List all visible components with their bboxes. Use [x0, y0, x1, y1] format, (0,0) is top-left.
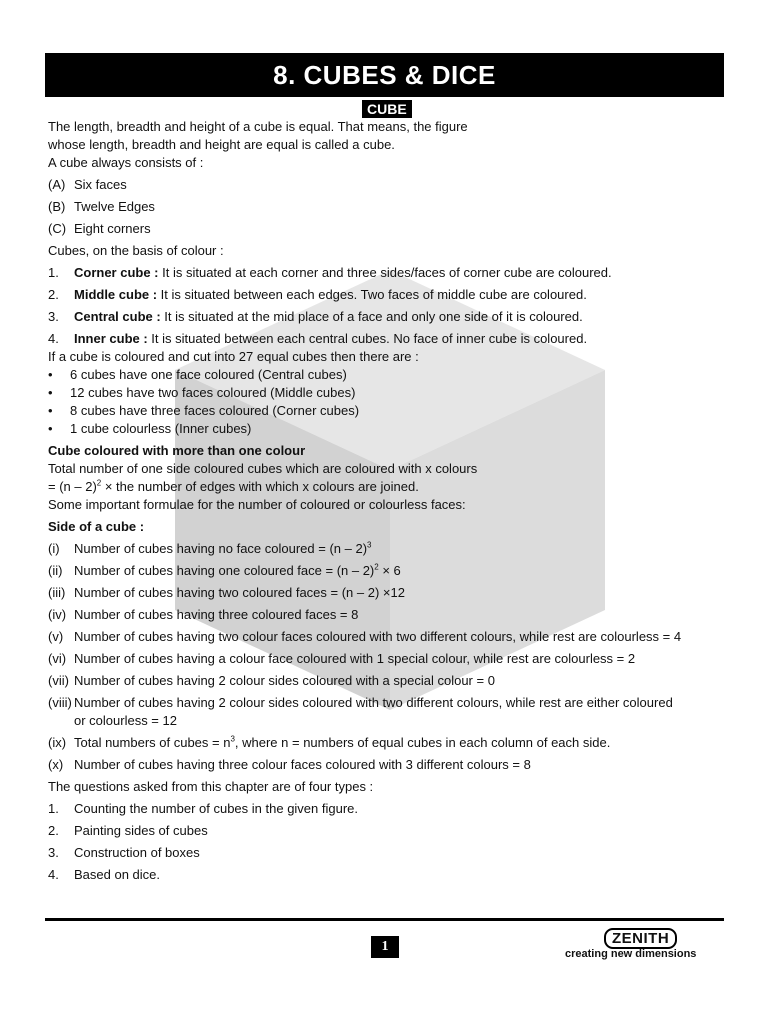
type-number: 1. — [48, 265, 59, 280]
formula-number: (viii) — [48, 695, 72, 710]
type-text: It is situated at the mid place of a face and only one side of it is coloured. — [160, 309, 583, 324]
intro-line-2: whose length, breadth and height are equal is called a cube. — [48, 137, 395, 152]
formula-item: (v) Number of cubes having two colour faces coloured with two different colours, while rest are colourless = 4 — [48, 629, 682, 644]
multi-colour-heading: Cube coloured with more than one colour — [48, 443, 306, 458]
formula-item: (vii) Number of cubes having 2 colour sides coloured with a special colour = 0 — [48, 673, 495, 688]
formulae-intro: Some important formulae for the number of coloured or colourless faces: — [48, 497, 466, 512]
cube-type-item — [48, 308, 738, 326]
bullet-item — [48, 420, 738, 438]
bullet-text: 1 cube colourless (Inner cubes) — [70, 421, 252, 436]
formula-item: (vi) Number of cubes having a colour face coloured with 1 special colour, while rest are colourless = 2 — [48, 651, 636, 666]
formula-item: (iii) Number of cubes having two coloured faces = (n – 2) ×12 — [48, 585, 405, 600]
formula-number: (v) — [48, 629, 64, 644]
cut-27-line: If a cube is coloured and cut into 27 equal cubes then there are : — [48, 349, 419, 364]
question-type-item: 3. Construction of boxes — [48, 845, 200, 860]
page-number: 1 — [371, 936, 399, 958]
bullet-text: 8 cubes have three faces coloured (Corner cubes) — [70, 403, 360, 418]
formula-number: (iv) — [48, 607, 67, 622]
intro-line-3: A cube always consists of : — [48, 155, 204, 170]
list-label: (A) — [48, 177, 66, 192]
type-term: Central cube : — [74, 309, 161, 324]
cube-type-item — [48, 264, 738, 282]
bullet-item — [48, 384, 738, 402]
side-heading: Side of a cube : — [48, 519, 145, 534]
formula-number: (ii) — [48, 563, 63, 578]
bullet-icon: • — [48, 421, 53, 436]
formula-number: (iii) — [48, 585, 66, 600]
bullet-item — [48, 402, 738, 420]
bullet-text: 12 cubes have two faces coloured (Middle cubes) — [70, 385, 356, 400]
list-label: (B) — [48, 199, 66, 214]
list-text: Six faces — [74, 177, 127, 192]
list-label: (C) — [48, 221, 67, 236]
cube-type-item — [48, 286, 738, 304]
type-term: Corner cube : — [74, 265, 159, 280]
bullet-icon: • — [48, 403, 53, 418]
list-item — [48, 198, 738, 216]
formula-item: (ix) Total numbers of cubes = $n^3$, where n = numbers of equal cubes in each column of each side. — [48, 734, 611, 750]
formula-item: (viii) Number of cubes having 2 colour sides coloured with two different colours, while rest are either coloured or colourless = 12 — [48, 695, 673, 728]
type-number: 4. — [48, 331, 59, 346]
type-term: Middle cube : — [74, 287, 158, 302]
question-type-item: 1. Counting the number of cubes in the given figure. — [48, 801, 359, 816]
type-number: 2. — [48, 287, 59, 302]
multi-colour-line-1: Total number of one side coloured cubes which are coloured with x colours — [48, 461, 478, 476]
formula-number: (vi) — [48, 651, 67, 666]
bullet-icon: • — [48, 385, 53, 400]
formula-number: (i) — [48, 541, 60, 556]
type-term: Inner cube : — [74, 331, 148, 346]
brand-logo: ZENITH — [604, 928, 677, 949]
formula-number: (ix) — [48, 735, 67, 750]
formula-item: (i) Number of cubes having no face coloured = (n – 2)$^3$ — [48, 540, 372, 556]
brand-tagline: creating new dimensions — [565, 948, 697, 960]
page-content — [48, 118, 738, 884]
type-text: It is situated at each corner and three sides/faces of corner cube are coloured. — [158, 265, 612, 280]
formula-number: (x) — [48, 757, 64, 772]
type-text: It is situated between each edges. Two faces of middle cube are coloured. — [157, 287, 587, 302]
bullet-icon: • — [48, 367, 53, 382]
questions-intro: The questions asked from this chapter are of four types : — [48, 779, 374, 794]
list-item — [48, 176, 738, 194]
intro-line-1: The length, breadth and height of a cube is equal. That means, the figure — [48, 119, 468, 134]
question-type-item: 2. Painting sides of cubes — [48, 823, 208, 838]
question-type-item: 4. Based on dice. — [48, 867, 161, 882]
colour-basis-line: Cubes, on the basis of colour : — [48, 243, 224, 258]
bullet-text: 6 cubes have one face coloured (Central cubes) — [70, 367, 347, 382]
type-text: It is situated between each central cubes. No face of inner cube is coloured. — [147, 331, 588, 346]
chapter-title: 8. CUBES & DICE — [45, 53, 724, 97]
formula-item: (x) Number of cubes having three colour faces coloured with 3 different colours = 8 — [48, 757, 531, 772]
formula-item: (ii) Number of cubes having one coloured face = (n – 2)$^2$ × 6 — [48, 562, 401, 578]
section-heading: CUBE — [362, 100, 412, 118]
formula-number: (vii) — [48, 673, 69, 688]
multi-colour-line-2: = (n – 2)$^2$ × the number of edges with which x colours are joined. — [48, 478, 419, 494]
list-text: Eight corners — [74, 221, 151, 236]
formula-item: (iv) Number of cubes having three coloured faces = 8 — [48, 607, 359, 622]
type-number: 3. — [48, 309, 59, 324]
footer-divider — [45, 918, 724, 921]
bullet-item — [48, 366, 738, 384]
cube-type-item — [48, 330, 738, 348]
list-item — [48, 220, 738, 238]
list-text: Twelve Edges — [74, 199, 155, 214]
